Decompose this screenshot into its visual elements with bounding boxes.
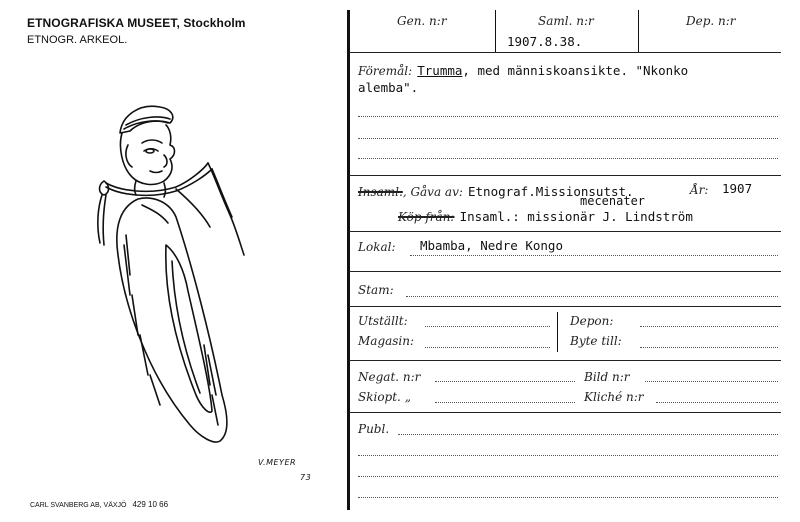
foremal-bottom-rule xyxy=(349,175,781,176)
card-left-border xyxy=(347,10,350,510)
skiopt-dotted xyxy=(435,402,575,403)
printer-line xyxy=(30,500,168,509)
byte-till-label: Byte till: xyxy=(570,334,622,348)
publ-label: Publ. xyxy=(358,422,390,436)
kliche-dotted xyxy=(656,402,778,403)
depon-label: Depon: xyxy=(570,314,614,328)
stam-bottom-rule xyxy=(349,306,781,307)
foremal-description: , med människoansikte. "Nkonko xyxy=(462,63,689,78)
foremal-dotted-2 xyxy=(358,138,778,139)
insaml-value: Insaml.: missionär J. Lindström xyxy=(459,209,693,224)
magasin-label: Magasin: xyxy=(358,334,415,348)
foremal-line-1 xyxy=(358,60,688,79)
media-bottom-rule xyxy=(349,412,781,413)
insaml-struck: Insaml. xyxy=(358,185,403,199)
ar-label: År: xyxy=(690,183,709,197)
dep-nr-label: Dep. n:r xyxy=(686,14,736,28)
saml-nr-label: Saml. n:r xyxy=(538,14,594,28)
gava-label: , Gåva av: xyxy=(402,185,463,199)
lokal-bottom-rule xyxy=(349,271,781,272)
publ-dotted-1 xyxy=(398,434,778,435)
gava-value: Etnograf.Missionsutst. xyxy=(468,184,634,199)
foremal-object: Trumma xyxy=(417,63,463,78)
storage-bottom-rule xyxy=(349,360,781,361)
drum-illustration xyxy=(80,95,280,465)
ar-value: 1907 xyxy=(722,181,753,196)
acquisition-bottom-rule xyxy=(349,231,781,232)
bild-dotted xyxy=(645,381,778,382)
stam-dotted xyxy=(406,296,778,297)
lokal-value: Mbamba, Nedre Kongo xyxy=(420,238,563,253)
printer-name: CARL SVANBERG AB, VÄXJÖ xyxy=(30,502,127,509)
byte-till-dotted xyxy=(640,347,778,348)
negat-dotted xyxy=(435,381,575,382)
saml-nr-value: 1907.8.38. xyxy=(507,34,583,49)
stam-label: Stam: xyxy=(358,283,394,297)
foremal-line-2: alemba". xyxy=(358,80,419,95)
foremal-dotted-1 xyxy=(358,116,778,117)
foremal-label: Föremål: xyxy=(358,64,413,78)
artist-signature-year: 73 xyxy=(300,473,312,482)
lokal-dotted xyxy=(410,255,778,256)
skiopt-label: Skiopt. „ xyxy=(358,390,411,404)
publ-dotted-3 xyxy=(358,476,778,477)
header-bottom-rule xyxy=(349,52,781,53)
utstallt-label: Utställt: xyxy=(358,314,408,328)
header-divider-1 xyxy=(495,10,496,52)
utstallt-divider xyxy=(557,312,558,352)
museum-department: ETNOGR. ARKEOL. xyxy=(27,34,128,46)
museum-name: ETNOGRAFISKA MUSEET, Stockholm xyxy=(27,16,246,30)
kop-line xyxy=(398,206,693,225)
depon-dotted xyxy=(640,326,778,327)
printer-number: 429 10 66 xyxy=(132,500,169,509)
foremal-dotted-3 xyxy=(358,158,778,159)
magasin-dotted xyxy=(425,347,550,348)
lokal-label: Lokal: xyxy=(358,240,396,254)
kop-fran-struck: Köp från: xyxy=(398,210,455,224)
gen-nr-label: Gen. n:r xyxy=(397,14,447,28)
publ-dotted-2 xyxy=(358,455,778,456)
mecenater-note: mecenater xyxy=(580,194,646,208)
negat-label: Negat. n:r xyxy=(358,370,421,384)
bild-label: Bild n:r xyxy=(584,370,630,384)
kliche-label: Kliché n:r xyxy=(584,390,644,404)
utstallt-dotted xyxy=(425,326,550,327)
publ-dotted-4 xyxy=(358,497,778,498)
header-divider-2 xyxy=(638,10,639,52)
artist-signature: V.MEYER xyxy=(258,458,297,467)
